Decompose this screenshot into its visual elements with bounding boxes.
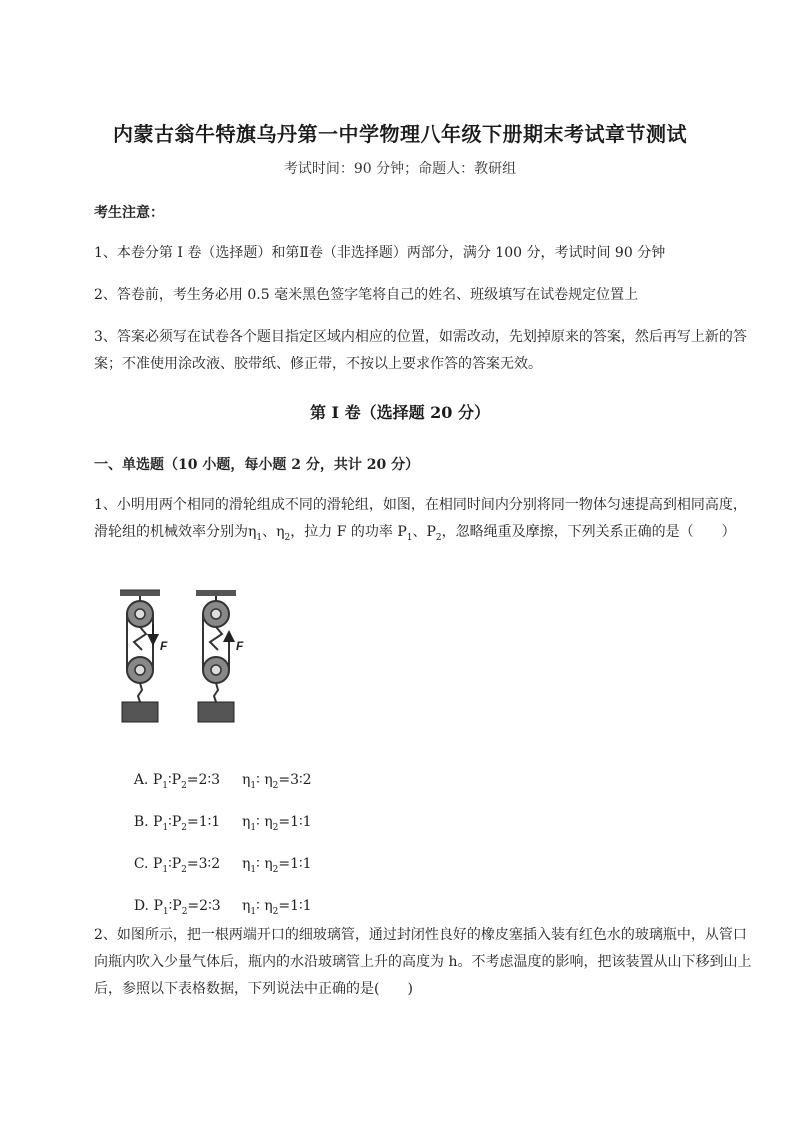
right-weight — [198, 702, 234, 722]
notice-item-2: 2、答卷前，考生务必用 0.5 毫米黑色签字笔将自己的姓名、班级填写在试卷规定位置上 — [94, 287, 639, 303]
left-ceiling — [120, 590, 160, 596]
right-ceiling — [196, 590, 236, 596]
page-subtitle: 考试时间：90 分钟；命题人：教研组 — [283, 161, 517, 177]
left-force-label: F — [160, 639, 168, 653]
left-pulley-system — [120, 590, 168, 722]
right-pulley-system — [196, 590, 244, 722]
option-b[interactable]: B. $P_1∶P_2=1∶1$ $\eta_1∶$ $\eta_2=1∶1$ — [133, 814, 312, 833]
option-a[interactable]: A. $P_1∶P_2=2∶3$ $\eta_1∶$ $\eta_2=3∶2$ — [133, 772, 312, 791]
option-d[interactable]: D. $P_1∶P_2=2∶3$ $\eta_1∶$ $\eta_2=1∶1$ — [133, 898, 312, 917]
right-force-label: F — [236, 639, 244, 653]
notice-item-1: 1、本卷分第 I 卷（选择题）和第Ⅱ卷（非选择题）两部分，满分 100 分，考试时间 90 分钟 — [94, 245, 666, 261]
notice-item-3: 3、答案必须写在试卷各个题目指定区域内相应的位置，如需改动，先划掉原来的答案，然后再写上新的答案；不准使用涂改液、胶带纸、修正带，不按以上要求作答的答案无效。 — [94, 329, 747, 372]
notice-heading: 考生注意： — [94, 205, 164, 221]
part-heading: 一、单选题（10 小题，每小题 2 分，共计 20 分） — [94, 457, 420, 473]
page-title: 内蒙古翁牛特旗乌丹第一中学物理八年级下册期末考试章节测试 — [113, 122, 687, 146]
section-title: 第 I 卷（选择题 20 分） — [309, 403, 491, 422]
pulley-figure — [108, 588, 268, 736]
option-c[interactable]: C. $P_1∶P_2=3∶2$ $\eta_1∶$ $\eta_2=1∶1$ — [133, 856, 312, 875]
left-weight — [122, 702, 158, 722]
question-1-stem: 1、小明用两个相同的滑轮组成不同的滑轮组，如图，在相同时间内分别将同一物体匀速提高到相同高度，滑轮组的机械效率分别为$\eta_1$、$\eta_2$，拉力 F 的功率 $P_1$、$P_2$，忽略绳重及摩擦，下列关系正确的是（ ） — [94, 497, 747, 543]
question-2-stem: 2、如图所示，把一根两端开口的细玻璃管，通过封闭性良好的橡皮塞插入装有红色水的玻璃瓶中，从管口向瓶内吹入少量气体后，瓶内的水沿玻璃管上升的高度为 h。不考虑温度的影响，把该装置从山下移到山上后，参照以下表格数据，下列说法中正确的是( ) — [94, 927, 752, 997]
